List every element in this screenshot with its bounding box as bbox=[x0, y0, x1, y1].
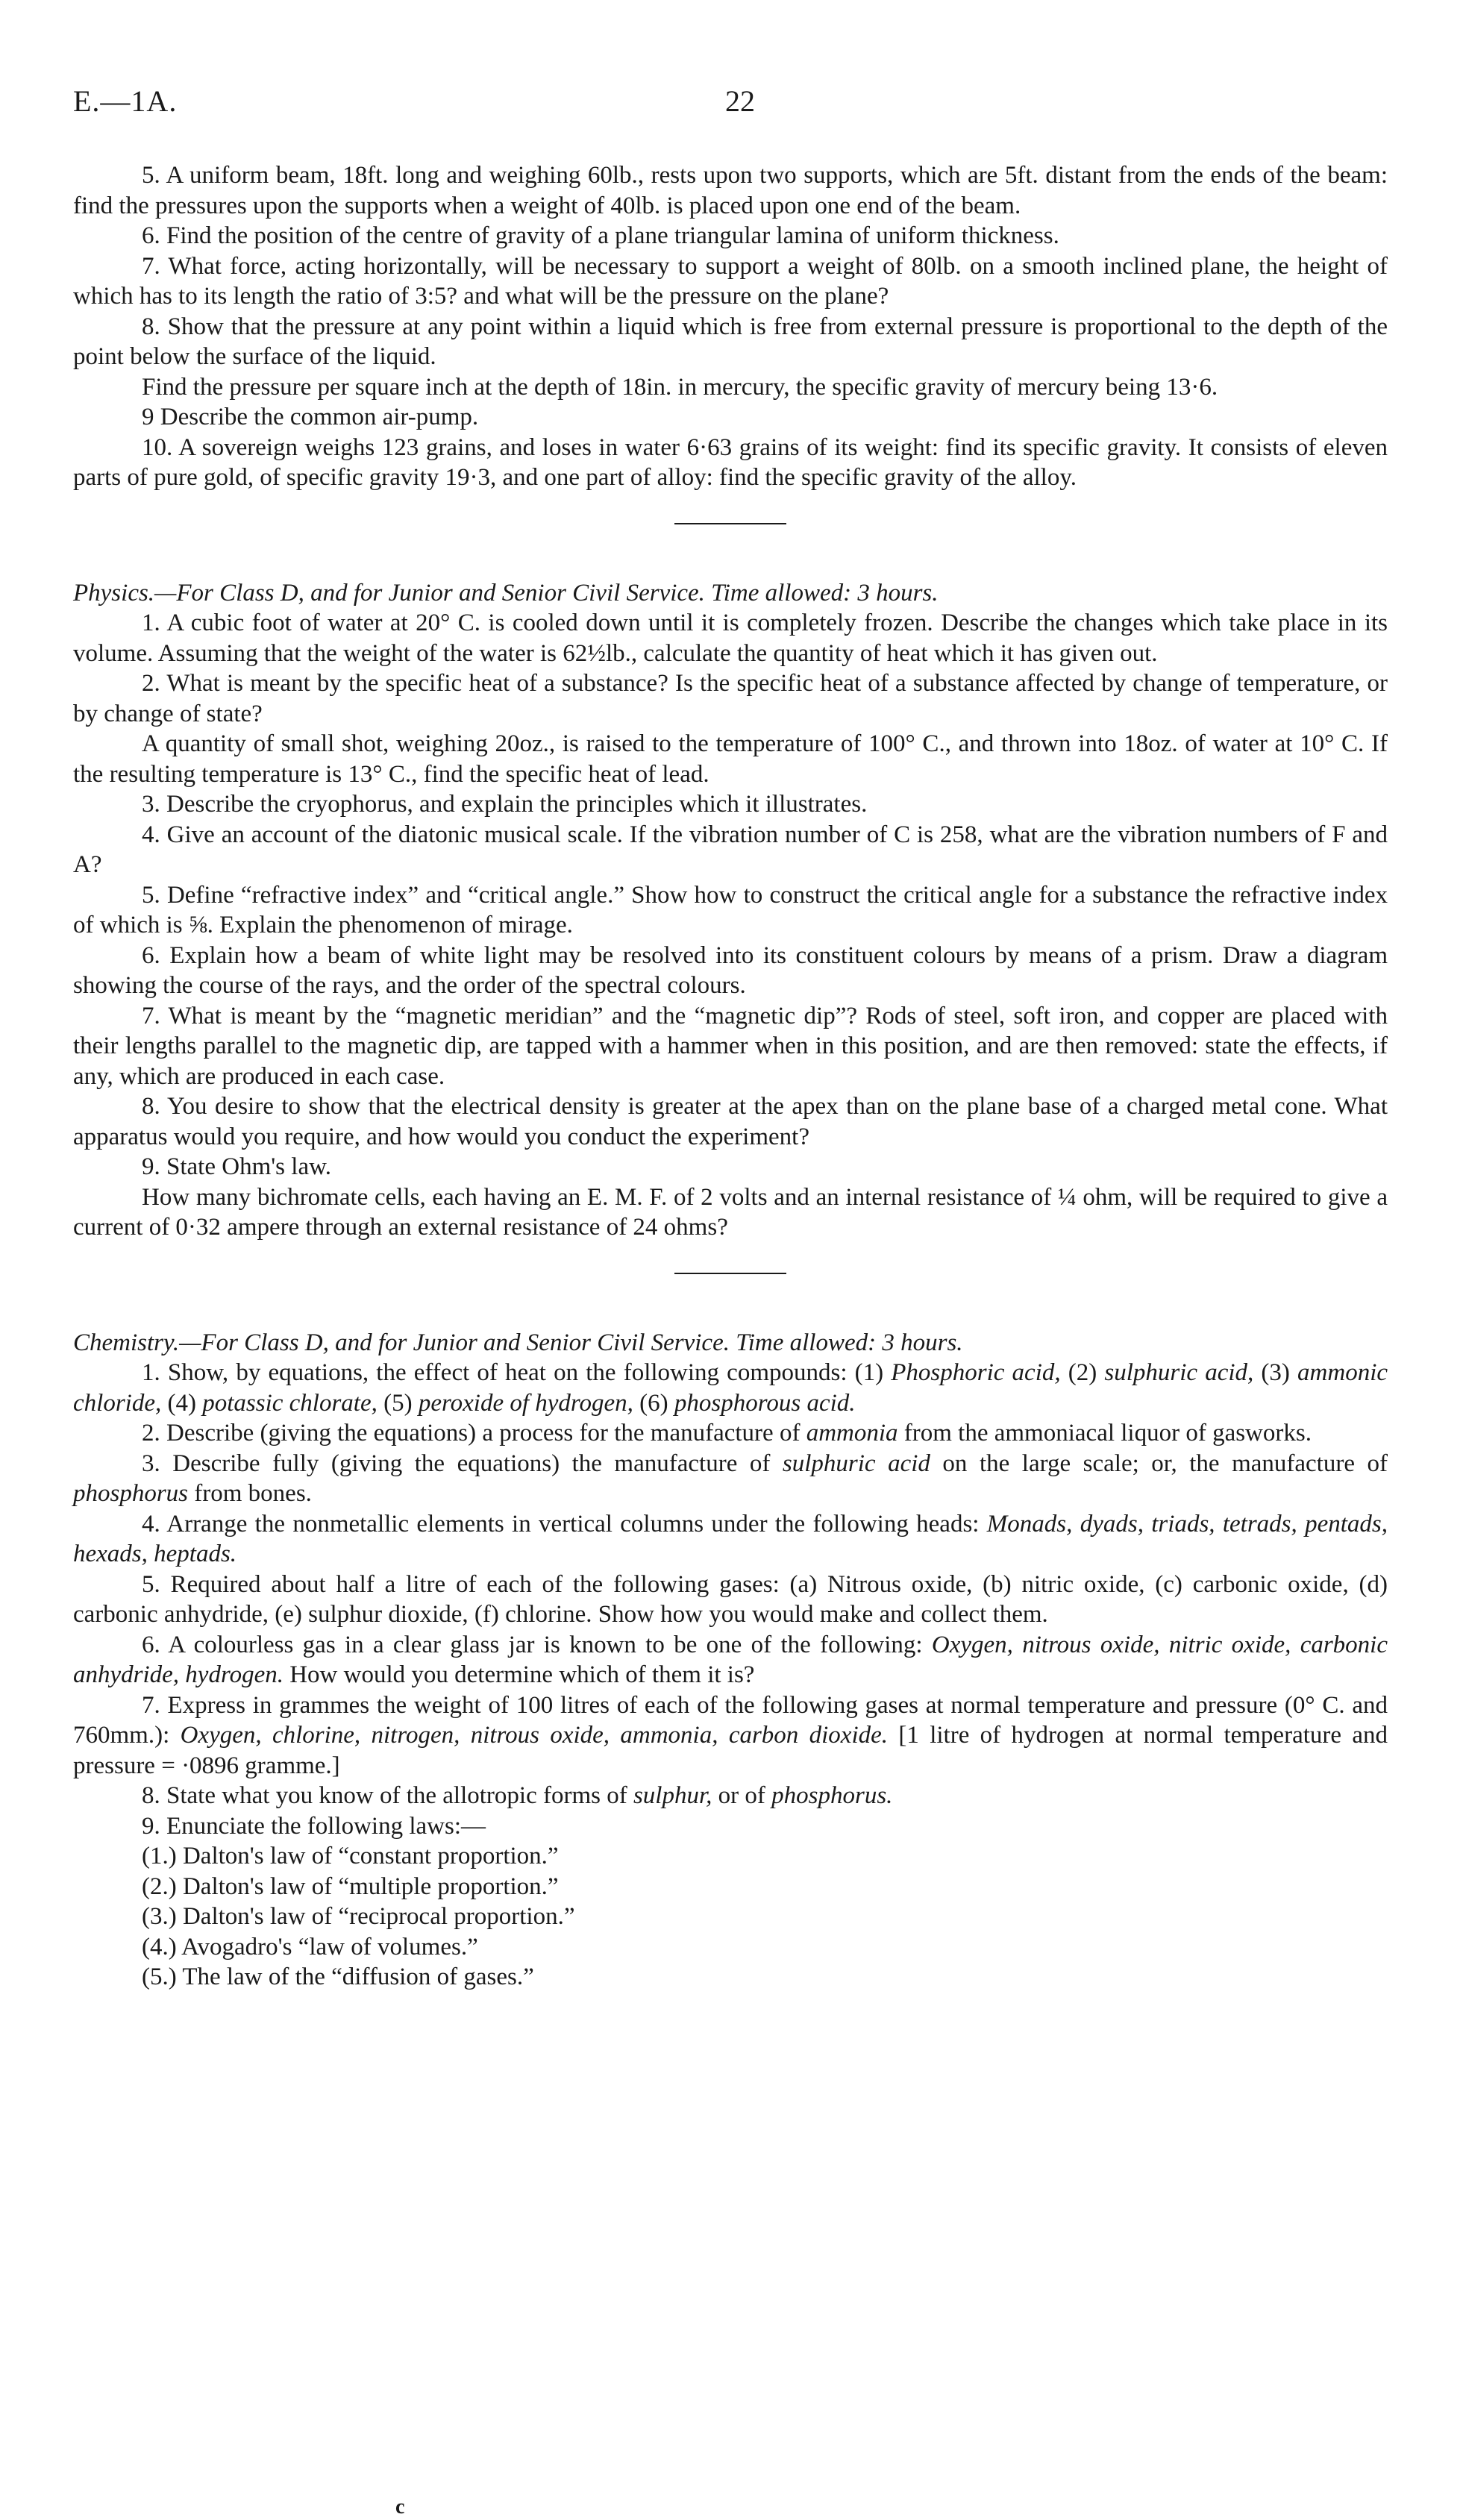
question-item: 4. Arrange the nonmetallic elements in vertical columns under the following heads: Monads, dyads, triads, tetrads, pentads, hexads, heptads. bbox=[73, 1510, 1388, 1567]
question-continuation: A quantity of small shot, weighing 20oz., is raised to the temperature of 100° C., and thrown into 18oz. of water at 10° C. If the resulting temperature is 13° C., find the specific heat of lead. bbox=[73, 730, 1388, 788]
question-item: 8. Show that the pressure at any point within a liquid which is free from external pressure is proportional to the depth of the point below the surface of the liquid. bbox=[73, 313, 1388, 370]
section-divider bbox=[674, 1273, 786, 1274]
question-item: 3. Describe fully (giving the equations) the manufacture of sulphuric acid on the large scale; or, the manufacture of phosphorus from bones. bbox=[73, 1449, 1388, 1507]
question-item: 2. Describe (giving the equations) a process for the manufacture of ammonia from the ammoniacal liquor of gasworks. bbox=[142, 1420, 1312, 1447]
page-content bbox=[73, 160, 1388, 1993]
question-item: 1. Show, by equations, the effect of heat on the following compounds: (1) Phosphoric acid, (2) sulphuric acid, (3) ammonic chloride, (4) potassic chlorate, (5) peroxide of hydrogen, (6) phosphorous acid. bbox=[73, 1359, 1388, 1417]
law-item: (1.) Dalton's law of “constant proportion.” bbox=[142, 1843, 559, 1869]
law-item: (3.) Dalton's law of “reciprocal proportion.” bbox=[142, 1903, 575, 1930]
section-mechanics bbox=[73, 160, 1388, 493]
question-item: 5. Define “refractive index” and “critical angle.” Show how to construct the critical angle for a substance the refractive index of which is ⅝. Explain the phenomenon of mirage. bbox=[73, 881, 1388, 938]
question-item: 9. Enunciate the following laws:— bbox=[142, 1812, 486, 1840]
question-item: 6. Find the position of the centre of gravity of a plane triangular lamina of uniform thickness. bbox=[142, 222, 1059, 249]
question-item: 5. Required about half a litre of each of the following gases: (a) Nitrous oxide, (b) nitric oxide, (c) carbonic oxide, (d) carbonic anhydride, (e) sulphur dioxide, (f) chlorine. Show how you would make and collect them. bbox=[73, 1570, 1388, 1628]
question-item: 2. What is meant by the specific heat of a substance? Is the specific heat of a substance affected by change of temperature, or by change of state? bbox=[73, 670, 1388, 727]
section-physics bbox=[73, 578, 1388, 1243]
law-item: (4.) Avogadro's “law of volumes.” bbox=[142, 1933, 478, 1960]
law-item: (5.) The law of the “diffusion of gases.” bbox=[142, 1963, 534, 1990]
question-item: 6. Explain how a beam of white light may be resolved into its constituent colours by means of a prism. Draw a diagram showing the course of the rays, and the order of the spectral colours. bbox=[73, 941, 1388, 999]
section-heading: Chemistry.—For Class D, and for Junior and Senior Civil Service. Time allowed: 3 hours. bbox=[73, 1329, 963, 1356]
page-number: 22 bbox=[725, 84, 755, 118]
question-item: 8. You desire to show that the electrical density is greater at the apex than on the plane base of a charged metal cone. What apparatus would you require, and how would you conduct the experiment? bbox=[73, 1093, 1388, 1150]
document-code: E.—1A. bbox=[73, 84, 178, 118]
question-item: 7. What force, acting horizontally, will be necessary to support a weight of 80lb. on a smooth inclined plane, the height of which has to its length the ratio of 3:5? and what will be the pressure on the plane? bbox=[73, 252, 1388, 310]
footer-mark: c bbox=[395, 2495, 405, 2519]
question-item: 9. State Ohm's law. bbox=[142, 1153, 332, 1180]
question-item: 1. A cubic foot of water at 20° C. is cooled down until it is completely frozen. Describe the changes which take place in its volume. Assuming that the weight of the water is 62½lb., calculate the quantity of heat which it has given out. bbox=[73, 609, 1388, 667]
question-item: 9 Describe the common air-pump. bbox=[142, 404, 479, 430]
question-continuation: How many bichromate cells, each having an E. M. F. of 2 volts and an internal resistance of ¼ ohm, will be required to give a current of 0·32 ampere through an external resistance of 24 ohms? bbox=[73, 1183, 1388, 1241]
question-item: 3. Describe the cryophorus, and explain the principles which it illustrates. bbox=[142, 791, 868, 818]
question-item: 7. What is meant by the “magnetic meridian” and the “magnetic dip”? Rods of steel, soft iron, and copper are placed with their lengths parallel to the magnetic dip, are tapped with a hammer when in this position, and are then removed: state the effects, if any, which are produced in each case. bbox=[73, 1002, 1388, 1090]
question-item: 6. A colourless gas in a clear glass jar is known to be one of the following: Oxygen, nitrous oxide, nitric oxide, carbonic anhydride, hydrogen. How would you determine which of them it is? bbox=[73, 1631, 1388, 1688]
section-divider bbox=[674, 523, 786, 524]
question-item: 4. Give an account of the diatonic musical scale. If the vibration number of C is 258, what are the vibration numbers of F and A? bbox=[73, 821, 1388, 878]
section-heading: Physics.—For Class D, and for Junior and Senior Civil Service. Time allowed: 3 hours. bbox=[73, 579, 939, 607]
question-item: 10. A sovereign weighs 123 grains, and loses in water 6·63 grains of its weight: find its specific gravity. It consists of eleven parts of pure gold, of specific gravity 19·3, and one part of alloy: find the specific gravity of the alloy. bbox=[73, 433, 1388, 491]
law-item: (2.) Dalton's law of “multiple proportion.” bbox=[142, 1872, 559, 1900]
question-item: 5. A uniform beam, 18ft. long and weighing 60lb., rests upon two supports, which are 5ft. distant from the ends of the beam: find the pressures upon the supports when a weight of 40lb. is placed upon one end of the beam. bbox=[73, 162, 1388, 219]
question-item: 7. Express in grammes the weight of 100 litres of each of the following gases at normal temperature and pressure (0° C. and 760mm.): Oxygen, chlorine, nitrogen, nitrous oxide, ammonia, carbon dioxide. [1 litre of hydrogen at normal temperature and pressure = ·0896 gramme.] bbox=[73, 1691, 1388, 1779]
section-chemistry bbox=[73, 1328, 1388, 1993]
question-continuation: Find the pressure per square inch at the depth of 18in. in mercury, the specific gravity of mercury being 13·6. bbox=[142, 373, 1218, 401]
page-header bbox=[73, 84, 1386, 128]
question-item: 8. State what you know of the allotropic forms of sulphur, or of phosphorus. bbox=[142, 1782, 893, 1809]
